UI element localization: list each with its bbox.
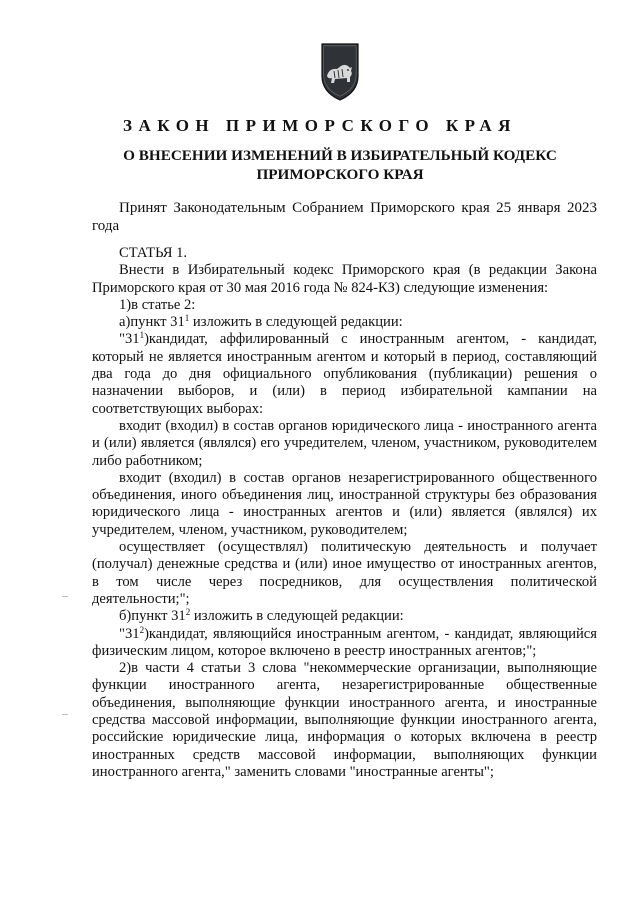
margin-scan-mark [62, 714, 68, 715]
item-2: 2)в части 4 статьи 3 слова "некоммерческие организации, выполняющие функции иностранного агента, незарегистрированные общественные объединения, выполняющие функции иностранного агента, и иностранные средства массовой информации, выполняющие функции иностранного агента, российские юридические лица, информация о которых включена в реестр иностранных средств массовой информации, выполняющих функции иностранного агента," заменить словами "иностранные агенты"; [92, 660, 597, 780]
quote-31-1-text: )кандидат, аффилированный с иностранным агентом, - кандидат, который не является иностранным агентом и который в период, составляющий два года до дня официального опубликования (публикации) решения о назначении выборов, и (или) в период избирательной кампании на соответствующих выборах: [92, 331, 597, 417]
paragraph-legal-entity: входит (входил) в состав органов юридического лица - иностранного агента и (или) является (являлся) его учредителем, членом, участником, руководителем либо работником; [92, 417, 597, 469]
adoption-text: Принят Законодательным Собранием Приморского края 25 января 2023 года [92, 200, 597, 234]
quote-31-1-sup: 1 [139, 330, 145, 341]
item-1a-suffix: изложить в следующей редакции: [189, 314, 403, 331]
primorsky-krai-coat-of-arms-icon [319, 42, 361, 104]
item-1a [92, 314, 597, 331]
quote-31-2 [92, 626, 597, 661]
adoption-note [92, 199, 597, 235]
paragraph-unregistered-association: входит (входил) в состав органов незарегистрированного общественного объединения, иного объединения лиц, иностранной структуры без образования юридического лица - иностранных агентов и (или) является (являлся) их учредителем, членом, участником, руководителем; [92, 469, 597, 538]
quote-31-1 [92, 331, 597, 417]
law-title: ЗАКОН ПРИМОРСКОГО КРАЯ [123, 116, 517, 135]
quote-31-2-prefix: "31 [119, 625, 140, 642]
subtitle-line-1: О ВНЕСЕНИИ ИЗМЕНЕНИЙ В ИЗБИРАТЕЛЬНЫЙ КОДЕКС [123, 147, 557, 164]
item-1a-prefix: а)пункт 31 [119, 314, 185, 331]
article-heading: СТАТЬЯ 1. [119, 245, 188, 261]
subtitle-line-2: ПРИМОРСКОГО КРАЯ [256, 166, 424, 183]
law-subtitle [110, 146, 570, 184]
item-1b-sup: 2 [185, 607, 191, 618]
article-intro: Внести в Избирательный кодекс Приморского края (в редакции Закона Приморского края от 30 мая 2016 года № 824-КЗ) следующие изменения: [92, 262, 597, 296]
item-1b [92, 608, 597, 625]
paragraph-political-activity: осуществляет (осуществлял) политическую деятельность и получает (получал) денежные средства и (или) иное имущество от иностранных агентов, в том числе через посредников, для осуществления политической деятельности;"; [92, 539, 597, 607]
quote-31-1-prefix: "31 [119, 331, 140, 348]
quote-31-2-sup: 2 [139, 624, 145, 635]
quote-31-2-text: )кандидат, являющийся иностранным агентом, - кандидат, являющийся физическим лицом, которое включено в реестр иностранных агентов;"; [92, 625, 597, 659]
document-body [92, 245, 597, 781]
margin-scan-mark [62, 596, 68, 597]
item-1b-suffix: изложить в следующей редакции: [190, 608, 404, 625]
item-1: 1)в статье 2: [119, 296, 196, 313]
item-1b-prefix: б)пункт 31 [119, 608, 186, 625]
item-1a-sup: 1 [184, 313, 190, 324]
